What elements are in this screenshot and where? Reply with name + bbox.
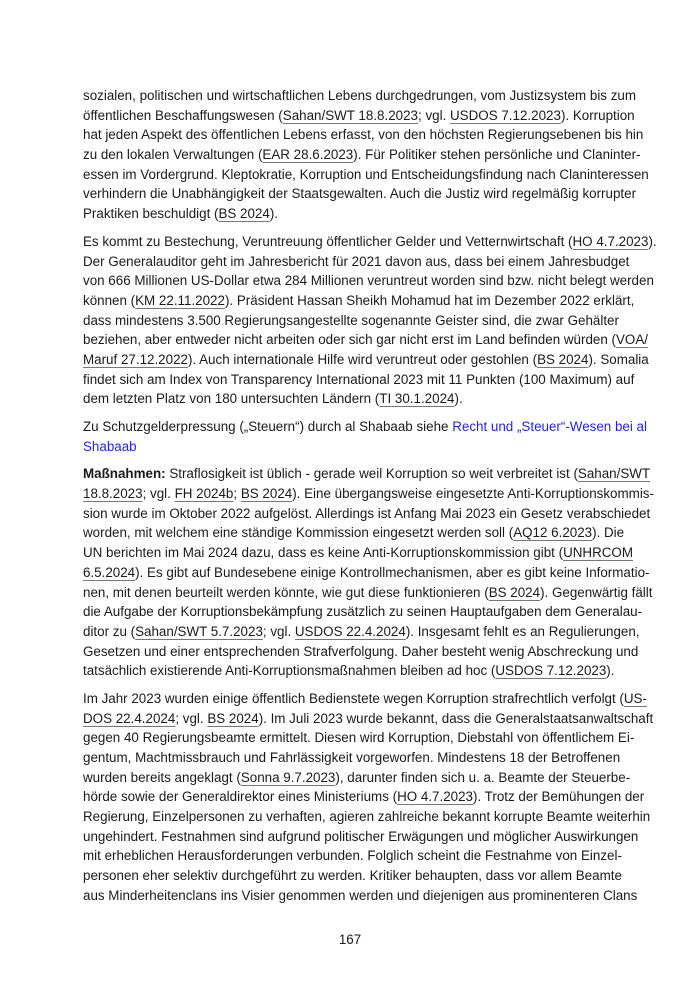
text-run: können ( xyxy=(83,292,136,308)
source-reference-link[interactable]: Sahan/SWT xyxy=(577,466,651,482)
text-line xyxy=(83,583,653,603)
text-run: UN berichten im Mai 2024 dazu, dass es keine Anti-Korruptionskommission gibt ( xyxy=(83,545,564,561)
text-run: Regierung, Einzelpersonen zu verhaften, agieren zahlreiche bekannt korrupte Beamte weiterhin xyxy=(83,809,651,825)
text-run: hörde sowie der Generaldirektor eines Ministeriums ( xyxy=(83,789,398,805)
source-reference-link[interactable]: HO 4.7.2023 xyxy=(572,233,649,249)
text-run: gegen 40 Regierungsbeamte ermittelt. Diesen wird Korruption, Diebstahl von öffentlichem Ei- xyxy=(83,730,635,746)
text-line xyxy=(83,437,618,457)
paragraph xyxy=(83,86,649,224)
text-run: ). Korruption xyxy=(560,107,635,123)
text-run: ditor zu ( xyxy=(83,623,136,639)
source-reference-link[interactable]: USDOS 7.12.2023 xyxy=(495,663,607,679)
text-run: ; xyxy=(233,486,241,502)
source-reference-link[interactable]: UNHRCOM xyxy=(563,545,633,561)
text-run: ). Trotz der Bemühungen der xyxy=(473,789,645,805)
source-reference-link[interactable]: EAR 28.6.2023 xyxy=(262,147,354,163)
text-line xyxy=(83,642,639,662)
text-run: ), darunter finden sich u. a. Beamte der Steuerbe- xyxy=(335,769,631,785)
text-run: ). Für Politiker stehen persönliche und Claninter- xyxy=(353,147,641,163)
text-run: Der Generalauditor geht im Jahresbericht für 2021 davon aus, dass bei einem Jahresbudget xyxy=(83,253,630,269)
text-run: wurden bereits angeklagt ( xyxy=(83,769,241,785)
text-run: hat jeden Aspekt des öffentlichen Lebens erfasst, von den höchsten Regierungsebenen bis hin xyxy=(83,127,644,143)
text-line xyxy=(83,768,631,788)
text-run: ). Auch internationale Hilfe wird veruntreut oder gestohlen ( xyxy=(187,351,538,367)
text-line xyxy=(83,563,650,583)
text-line xyxy=(83,311,618,331)
text-run: ). Präsident Hassan Sheikh Mohamud hat im Dezember 2022 erklärt, xyxy=(224,292,635,308)
text-run: zu den lokalen Verwaltungen ( xyxy=(83,147,263,163)
text-line xyxy=(83,86,637,106)
text-line xyxy=(83,145,641,165)
source-reference-link[interactable]: BS 2024 xyxy=(488,584,541,600)
source-reference-link[interactable]: BS 2024 xyxy=(240,486,293,502)
text-run: findet sich am Index von Transparency International 2023 mit 11 Punkten (100 Maximum) auf xyxy=(83,371,635,387)
text-run: mit erheblichen Herausforderungen verbunden. Folglich scheint die Festnahme von Einzel- xyxy=(83,848,622,864)
text-run: ; vgl. xyxy=(418,107,451,123)
source-reference-link[interactable]: BS 2024 xyxy=(218,206,270,222)
bold-label: Maßnahmen: xyxy=(83,466,166,482)
text-line xyxy=(83,204,618,224)
text-line xyxy=(83,350,649,370)
text-line xyxy=(83,807,651,827)
text-run: verhindern die Unabhängigkeit der Staatsgewalten. Auch die Justiz wird regelmäßig korrupter xyxy=(83,186,637,202)
text-run: ). xyxy=(454,391,463,407)
text-run: Zu Schutzgelderpressung („Steuern“) durch al Shabaab siehe xyxy=(83,419,453,434)
text-run: ). Die xyxy=(592,525,625,541)
text-run: ). Somalia xyxy=(588,351,649,367)
text-line xyxy=(83,417,647,437)
text-run: ). Es gibt auf Bundesebene einige Kontrollmechanismen, aber es gibt keine Informatio- xyxy=(135,564,650,580)
text-run: worden, mit welchem eine ständige Kommission eingesetzt werden soll ( xyxy=(83,525,514,541)
text-line xyxy=(83,602,643,622)
source-reference-link[interactable]: US- xyxy=(623,690,647,706)
text-run: Gesetzen und einer entsprechenden Strafverfolgung. Daher besteht wenig Abschreckung und xyxy=(83,643,639,659)
text-run: öffentlichen Beschaffungswesen ( xyxy=(83,107,283,123)
text-line xyxy=(83,748,621,768)
text-line xyxy=(83,484,654,504)
text-run: essen im Vordergrund. Kleptokratie, Korruption und Entscheidungsfindung nach Claninteressen xyxy=(83,166,649,182)
text-line xyxy=(83,271,654,291)
source-reference-link[interactable]: USDOS 22.4.2024 xyxy=(294,623,406,639)
text-run: tatsächlich existierende Anti-Korruptionsmaßnahmen bleiben ad hoc ( xyxy=(83,663,496,679)
text-run: ). Gegenwärtig fällt xyxy=(540,584,653,600)
text-run: die Aufgabe der Korruptionsbekämpfung zusätzlich zu seinen Hauptaufgaben dem Generalau- xyxy=(83,604,643,620)
text-line xyxy=(83,523,625,543)
source-reference-link[interactable]: USDOS 7.12.2023 xyxy=(450,107,561,123)
cross-reference-link[interactable]: Shabaab xyxy=(83,438,137,454)
text-line xyxy=(83,464,651,484)
text-line xyxy=(83,728,635,748)
text-run: ). Insgesamt fehlt es an Regulierungen, xyxy=(405,623,640,639)
paragraph xyxy=(83,464,654,681)
text-line xyxy=(83,291,635,311)
source-reference-link[interactable]: HO 4.7.2023 xyxy=(397,789,474,805)
text-line xyxy=(83,165,649,185)
text-run: Straflosigkeit ist üblich - gerade weil Korruption so weit verbreitet ist ( xyxy=(165,466,578,482)
source-reference-link[interactable]: BS 2024 xyxy=(537,351,589,367)
paragraph xyxy=(83,417,647,456)
source-reference-link[interactable]: Maruf 27.12.2022 xyxy=(83,351,188,367)
source-reference-link[interactable]: DOS 22.4.2024 xyxy=(83,710,176,726)
source-reference-link[interactable]: Sahan/SWT 18.8.2023 xyxy=(282,107,419,123)
text-run: ). xyxy=(648,233,657,249)
text-line xyxy=(83,689,647,709)
text-run: ; vgl. xyxy=(262,623,295,639)
text-run: von 666 Millionen US-Dollar etwa 284 Millionen veruntreut worden sind bzw. nicht belegt werden xyxy=(83,273,654,289)
source-reference-link[interactable]: Sahan/SWT 5.7.2023 xyxy=(135,623,263,639)
text-run: ). xyxy=(269,206,279,222)
source-reference-link[interactable]: BS 2024 xyxy=(207,710,259,726)
text-line xyxy=(83,886,638,906)
source-reference-link[interactable]: KM 22.11.2022 xyxy=(135,292,225,308)
text-line xyxy=(83,846,622,866)
text-line xyxy=(83,866,622,886)
text-line xyxy=(83,787,645,807)
source-reference-link[interactable]: TI 30.1.2024 xyxy=(379,391,455,407)
text-run: dem letzten Platz von 180 untersuchten Ländern ( xyxy=(83,391,380,407)
text-line xyxy=(83,184,637,204)
cross-reference-link[interactable]: Recht und „Steuer“-Wesen bei al xyxy=(452,419,647,434)
text-run: ungehindert. Festnahmen sind aufgrund politischer Erwägungen und möglicher Auswirkungen xyxy=(83,828,639,844)
text-line xyxy=(83,709,654,729)
source-reference-link[interactable]: VOA/ xyxy=(615,332,648,348)
text-line xyxy=(83,106,635,126)
text-line xyxy=(83,622,640,642)
text-line xyxy=(83,252,630,272)
paragraph xyxy=(83,232,657,409)
text-line xyxy=(83,661,618,681)
text-run: ). xyxy=(606,663,615,679)
text-run: ; vgl. xyxy=(175,710,208,726)
text-run: ; vgl. xyxy=(142,486,175,502)
text-run: sozialen, politischen und wirtschaftlichen Lebens durchgedrungen, vom Justizsystem bis zum xyxy=(83,88,637,103)
text-run: dass mindestens 3.500 Regierungsangestellte sogenannte Geister sind, die zwar Gehälter xyxy=(83,312,619,328)
source-reference-link[interactable]: 6.5.2024 xyxy=(83,564,136,580)
paragraph xyxy=(83,689,654,906)
document-body xyxy=(83,86,657,906)
text-line xyxy=(83,389,618,409)
text-run: Es kommt zu Bestechung, Veruntreuung öffentlicher Gelder und Vetternwirtschaft ( xyxy=(83,233,573,249)
text-line xyxy=(83,232,657,252)
text-run: gentum, Machtmissbrauch und Fahrlässigkeit vorgeworfen. Mindestens 18 der Betroffenen xyxy=(83,750,621,765)
text-line xyxy=(83,370,635,390)
text-line xyxy=(83,504,651,524)
text-run: personen eher selektiv durchgeführt zu werden. Kritiker behaupten, dass vor allem Beamte xyxy=(83,868,622,884)
text-run: ). Im Juli 2023 wurde bekannt, dass die Generalstaatsanwaltschaft xyxy=(258,710,654,726)
text-run: aus Minderheitenclans ins Visier genommen werden und diejenigen aus prominenteren Clans xyxy=(83,887,638,903)
text-run: ). Eine übergangsweise eingesetzte Anti-Korruptionskommis- xyxy=(292,486,654,502)
text-run: nen, mit denen beurteilt werden könnte, wie gut diese funktionieren ( xyxy=(83,584,489,600)
source-reference-link[interactable]: FH 2024b xyxy=(174,486,234,502)
text-run: beziehen, aber entweder nicht arbeiten oder sich gar nicht erst im Land befinden würden ( xyxy=(83,332,616,348)
source-reference-link[interactable]: Sonna 9.7.2023 xyxy=(240,769,336,785)
text-line xyxy=(83,543,633,563)
page-number: 167 xyxy=(338,932,362,947)
text-line xyxy=(83,827,639,847)
source-reference-link[interactable]: 18.8.2023 xyxy=(83,486,143,502)
source-reference-link[interactable]: AQ12 6.2023 xyxy=(513,525,593,541)
text-run: Praktiken beschuldigt ( xyxy=(83,206,219,222)
text-line xyxy=(83,330,648,350)
text-run: Im Jahr 2023 wurden einige öffentlich Bedienstete wegen Korruption strafrechtlich verfolgt ( xyxy=(83,690,624,706)
text-run: sion wurde im Oktober 2022 aufgelöst. Allerdings ist Anfang Mai 2023 ein Gesetz verabschiedet xyxy=(83,505,651,521)
text-line xyxy=(83,125,644,145)
